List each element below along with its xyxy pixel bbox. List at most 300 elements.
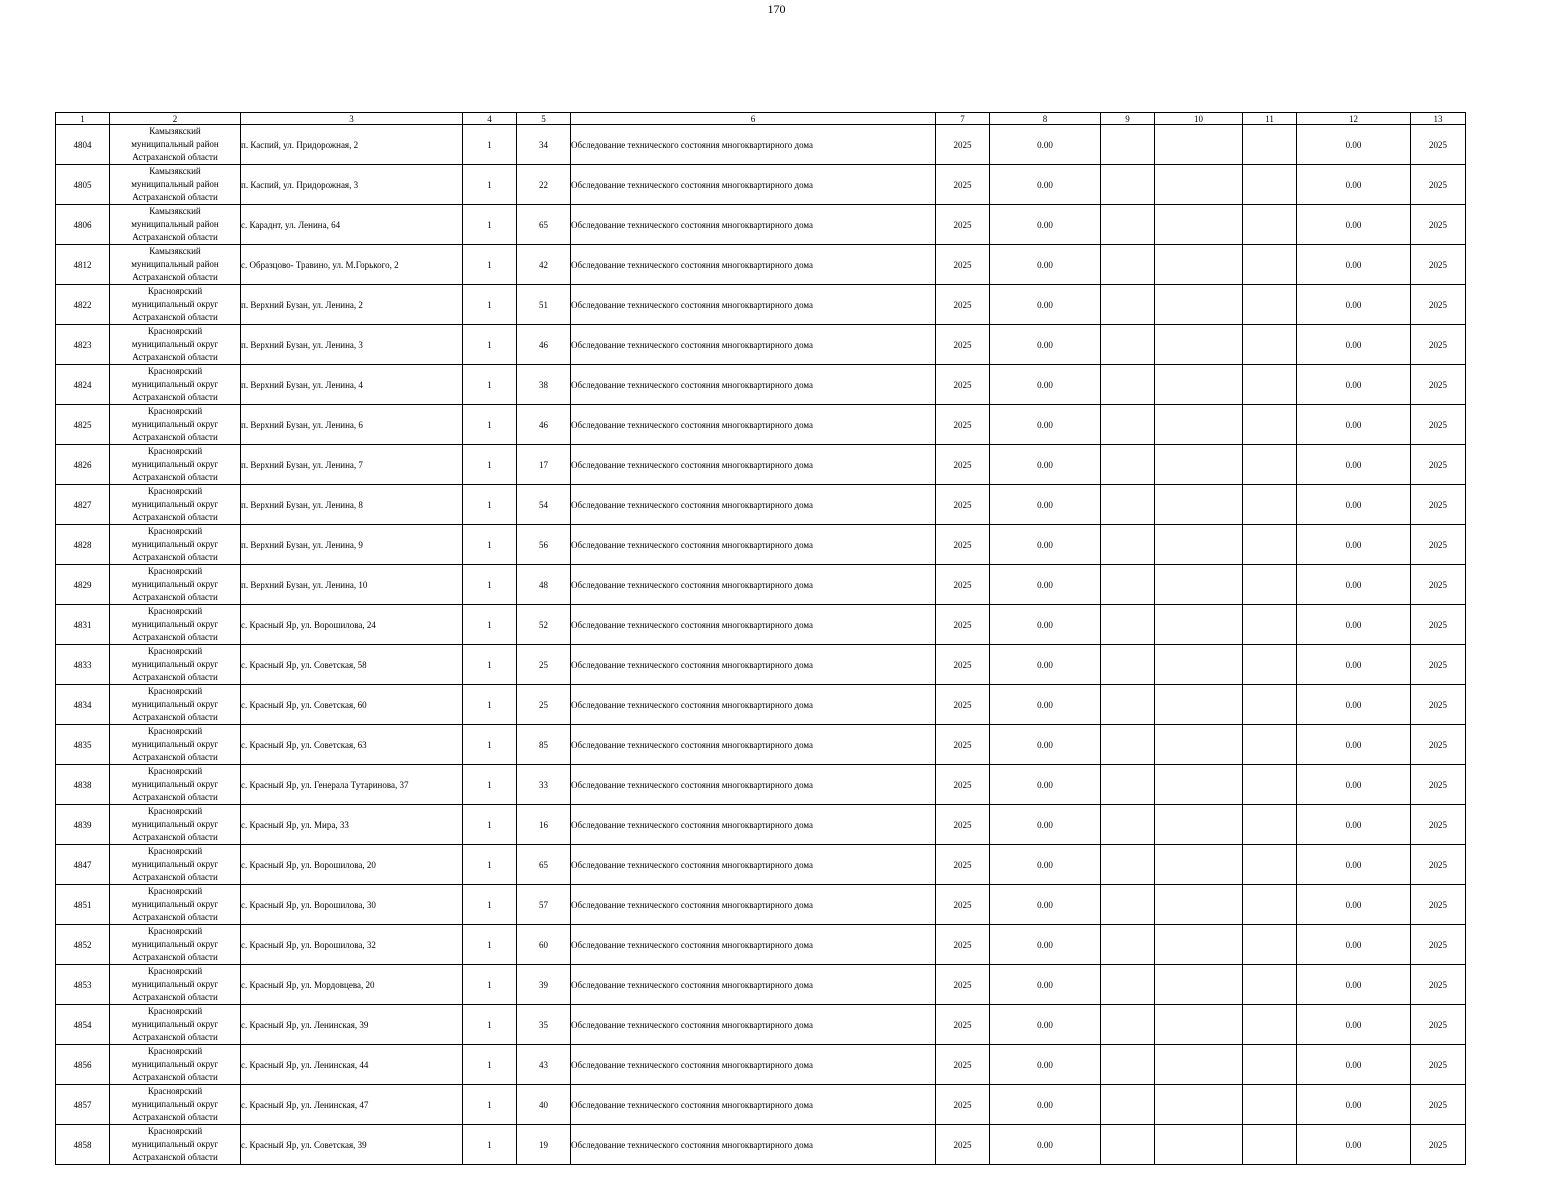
col11-cell — [1243, 1045, 1297, 1085]
col13-cell: 2025 — [1411, 805, 1466, 845]
address-cell: с. Красный Яр, ул. Ленинская, 44 — [241, 1045, 463, 1085]
col4-cell: 1 — [463, 365, 517, 405]
district-line: Красноярский — [147, 1006, 203, 1016]
district-line: Астраханской области — [132, 872, 218, 882]
col11-cell — [1243, 1125, 1297, 1165]
col9-cell — [1101, 685, 1155, 725]
col7-cell: 2025 — [936, 885, 990, 925]
col7-cell: 2025 — [936, 405, 990, 445]
col13-cell: 2025 — [1411, 1125, 1466, 1165]
district-line: Астраханской области — [132, 392, 218, 402]
col9-cell — [1101, 565, 1155, 605]
table-row — [56, 485, 1466, 525]
col12-cell: 0.00 — [1297, 925, 1411, 965]
row-id-cell: 4804 — [56, 125, 110, 165]
district-line: Астраханской области — [132, 152, 218, 162]
col10-cell — [1155, 765, 1243, 805]
row-id-cell: 4805 — [56, 165, 110, 205]
col7-cell: 2025 — [936, 565, 990, 605]
work-type-cell: Обследование технического состояния многоквартирного дома — [571, 245, 936, 285]
column-header: 7 — [936, 113, 990, 125]
col10-cell — [1155, 405, 1243, 445]
district-line: муниципальный округ — [131, 539, 219, 549]
address-cell: п. Верхний Бузан, ул. Ленина, 10 — [241, 565, 463, 605]
address-cell: с. Красный Яр, ул. Ворошилова, 20 — [241, 845, 463, 885]
column-header: 6 — [571, 113, 936, 125]
col10-cell — [1155, 925, 1243, 965]
col4-cell: 1 — [463, 765, 517, 805]
address-cell: п. Верхний Бузан, ул. Ленина, 2 — [241, 285, 463, 325]
district-cell — [110, 845, 241, 885]
district-line: муниципальный округ — [131, 1019, 219, 1029]
col7-cell: 2025 — [936, 1045, 990, 1085]
col10-cell — [1155, 525, 1243, 565]
col11-cell — [1243, 1005, 1297, 1045]
col8-cell: 0.00 — [990, 525, 1101, 565]
district-line: муниципальный округ — [131, 499, 219, 509]
table-row — [56, 1005, 1466, 1045]
col12-cell: 0.00 — [1297, 965, 1411, 1005]
col12-cell: 0.00 — [1297, 205, 1411, 245]
col8-cell: 0.00 — [990, 885, 1101, 925]
col8-cell: 0.00 — [990, 685, 1101, 725]
address-cell: п. Верхний Бузан, ул. Ленина, 4 — [241, 365, 463, 405]
col10-cell — [1155, 445, 1243, 485]
district-line: муниципальный округ — [131, 579, 219, 589]
district-cell — [110, 1085, 241, 1125]
column-header: 3 — [241, 113, 463, 125]
district-cell — [110, 605, 241, 645]
address-cell: с. Красный Яр, ул. Ворошилова, 32 — [241, 925, 463, 965]
col11-cell — [1243, 565, 1297, 605]
district-line: муниципальный округ — [131, 419, 219, 429]
col4-cell: 1 — [463, 685, 517, 725]
col5-cell: 60 — [517, 925, 571, 965]
address-cell: с. Красный Яр, ул. Ленинская, 47 — [241, 1085, 463, 1125]
district-line: Красноярский — [147, 286, 203, 296]
col9-cell — [1101, 405, 1155, 445]
district-line: Астраханской области — [132, 552, 218, 562]
col10-cell — [1155, 325, 1243, 365]
district-line: Астраханской области — [132, 472, 218, 482]
district-line: Астраханской области — [132, 1152, 218, 1162]
address-cell: п. Верхний Бузан, ул. Ленина, 7 — [241, 445, 463, 485]
col13-cell: 2025 — [1411, 725, 1466, 765]
district-line: муниципальный округ — [131, 619, 219, 629]
col9-cell — [1101, 765, 1155, 805]
row-id-cell: 4851 — [56, 885, 110, 925]
district-line: Красноярский — [147, 966, 203, 976]
col11-cell — [1243, 765, 1297, 805]
col9-cell — [1101, 805, 1155, 845]
table-row — [56, 125, 1466, 165]
district-cell — [110, 925, 241, 965]
work-type-cell: Обследование технического состояния многоквартирного дома — [571, 445, 936, 485]
address-cell: с. Красный Яр, ул. Генерала Тутаринова, 37 — [241, 765, 463, 805]
district-cell — [110, 405, 241, 445]
work-type-cell: Обследование технического состояния многоквартирного дома — [571, 645, 936, 685]
district-line: муниципальный округ — [131, 659, 219, 669]
col4-cell: 1 — [463, 165, 517, 205]
row-id-cell: 4827 — [56, 485, 110, 525]
col7-cell: 2025 — [936, 325, 990, 365]
col7-cell: 2025 — [936, 205, 990, 245]
table-row — [56, 565, 1466, 605]
col10-cell — [1155, 885, 1243, 925]
district-line: муниципальный округ — [131, 779, 219, 789]
work-type-cell: Обследование технического состояния многоквартирного дома — [571, 605, 936, 645]
col10-cell — [1155, 485, 1243, 525]
col4-cell: 1 — [463, 725, 517, 765]
col7-cell: 2025 — [936, 965, 990, 1005]
column-header: 1 — [56, 113, 110, 125]
col5-cell: 48 — [517, 565, 571, 605]
col11-cell — [1243, 805, 1297, 845]
col10-cell — [1155, 205, 1243, 245]
page-number: 170 — [767, 2, 786, 16]
col9-cell — [1101, 445, 1155, 485]
district-line: муниципальный округ — [131, 899, 219, 909]
district-line: Астраханской области — [132, 512, 218, 522]
col5-cell: 40 — [517, 1085, 571, 1125]
district-line: Астраханской области — [132, 272, 218, 282]
district-line: Красноярский — [147, 566, 203, 576]
col13-cell: 2025 — [1411, 845, 1466, 885]
work-type-cell: Обследование технического состояния многоквартирного дома — [571, 725, 936, 765]
work-type-cell: Обследование технического состояния многоквартирного дома — [571, 325, 936, 365]
col11-cell — [1243, 525, 1297, 565]
work-type-cell: Обследование технического состояния многоквартирного дома — [571, 485, 936, 525]
district-cell — [110, 805, 241, 845]
district-cell — [110, 765, 241, 805]
col9-cell — [1101, 845, 1155, 885]
col12-cell: 0.00 — [1297, 605, 1411, 645]
col4-cell: 1 — [463, 125, 517, 165]
district-cell — [110, 1125, 241, 1165]
district-cell — [110, 685, 241, 725]
district-cell — [110, 485, 241, 525]
col11-cell — [1243, 485, 1297, 525]
col5-cell: 56 — [517, 525, 571, 565]
works-table — [55, 112, 1466, 1165]
table-row — [56, 325, 1466, 365]
col7-cell: 2025 — [936, 285, 990, 325]
col4-cell: 1 — [463, 325, 517, 365]
district-line: Красноярский — [147, 846, 203, 856]
col13-cell: 2025 — [1411, 1045, 1466, 1085]
address-cell: п. Верхний Бузан, ул. Ленина, 8 — [241, 485, 463, 525]
col9-cell — [1101, 1005, 1155, 1045]
col11-cell — [1243, 885, 1297, 925]
row-id-cell: 4826 — [56, 445, 110, 485]
district-line: муниципальный округ — [131, 1099, 219, 1109]
col4-cell: 1 — [463, 845, 517, 885]
col5-cell: 57 — [517, 885, 571, 925]
district-line: муниципальный округ — [131, 939, 219, 949]
col5-cell: 17 — [517, 445, 571, 485]
col11-cell — [1243, 285, 1297, 325]
col13-cell: 2025 — [1411, 565, 1466, 605]
district-line: Красноярский — [147, 726, 203, 736]
row-id-cell: 4834 — [56, 685, 110, 725]
col12-cell: 0.00 — [1297, 845, 1411, 885]
district-line: Камызякский — [149, 206, 201, 216]
col13-cell: 2025 — [1411, 325, 1466, 365]
district-line: Астраханской области — [132, 432, 218, 442]
col9-cell — [1101, 125, 1155, 165]
col9-cell — [1101, 365, 1155, 405]
col5-cell: 65 — [517, 845, 571, 885]
col7-cell: 2025 — [936, 485, 990, 525]
district-line: муниципальный округ — [131, 979, 219, 989]
table-row — [56, 765, 1466, 805]
col9-cell — [1101, 165, 1155, 205]
work-type-cell: Обследование технического состояния многоквартирного дома — [571, 205, 936, 245]
district-line: Камызякский — [149, 126, 201, 136]
district-line: Астраханской области — [132, 1072, 218, 1082]
col13-cell: 2025 — [1411, 485, 1466, 525]
col5-cell: 39 — [517, 965, 571, 1005]
col9-cell — [1101, 485, 1155, 525]
district-cell — [110, 365, 241, 405]
row-id-cell: 4853 — [56, 965, 110, 1005]
district-line: Астраханской области — [132, 632, 218, 642]
col7-cell: 2025 — [936, 645, 990, 685]
col9-cell — [1101, 245, 1155, 285]
col12-cell: 0.00 — [1297, 725, 1411, 765]
district-line: муниципальный округ — [131, 299, 219, 309]
district-line: Красноярский — [147, 926, 203, 936]
district-cell — [110, 325, 241, 365]
district-line: муниципальный округ — [131, 339, 219, 349]
col13-cell: 2025 — [1411, 965, 1466, 1005]
col10-cell — [1155, 125, 1243, 165]
col10-cell — [1155, 285, 1243, 325]
col4-cell: 1 — [463, 1085, 517, 1125]
table-row — [56, 525, 1466, 565]
col13-cell: 2025 — [1411, 605, 1466, 645]
table-row — [56, 165, 1466, 205]
col13-cell: 2025 — [1411, 445, 1466, 485]
col4-cell: 1 — [463, 245, 517, 285]
col5-cell: 46 — [517, 325, 571, 365]
col7-cell: 2025 — [936, 525, 990, 565]
district-cell — [110, 445, 241, 485]
col11-cell — [1243, 725, 1297, 765]
column-number-header — [56, 113, 1466, 125]
district-cell — [110, 245, 241, 285]
district-line: Астраханской области — [132, 1032, 218, 1042]
col10-cell — [1155, 965, 1243, 1005]
work-type-cell: Обследование технического состояния многоквартирного дома — [571, 765, 936, 805]
table-row — [56, 1045, 1466, 1085]
table-row — [56, 1085, 1466, 1125]
row-id-cell: 4852 — [56, 925, 110, 965]
table-row — [56, 885, 1466, 925]
col7-cell: 2025 — [936, 445, 990, 485]
district-line: Красноярский — [147, 406, 203, 416]
col4-cell: 1 — [463, 205, 517, 245]
col9-cell — [1101, 1045, 1155, 1085]
district-line: Камызякский — [149, 246, 201, 256]
district-line: Астраханской области — [132, 312, 218, 322]
col9-cell — [1101, 965, 1155, 1005]
col8-cell: 0.00 — [990, 645, 1101, 685]
district-cell — [110, 1045, 241, 1085]
col10-cell — [1155, 245, 1243, 285]
col9-cell — [1101, 525, 1155, 565]
address-cell: с. Красный Яр, ул. Мира, 33 — [241, 805, 463, 845]
col4-cell: 1 — [463, 525, 517, 565]
table-row — [56, 685, 1466, 725]
col13-cell: 2025 — [1411, 685, 1466, 725]
col4-cell: 1 — [463, 885, 517, 925]
col8-cell: 0.00 — [990, 1125, 1101, 1165]
work-type-cell: Обследование технического состояния многоквартирного дома — [571, 405, 936, 445]
district-line: муниципальный округ — [131, 739, 219, 749]
column-header: 4 — [463, 113, 517, 125]
col4-cell: 1 — [463, 645, 517, 685]
col4-cell: 1 — [463, 445, 517, 485]
col13-cell: 2025 — [1411, 125, 1466, 165]
col12-cell: 0.00 — [1297, 485, 1411, 525]
col12-cell: 0.00 — [1297, 1045, 1411, 1085]
row-id-cell: 4812 — [56, 245, 110, 285]
col10-cell — [1155, 685, 1243, 725]
district-line: муниципальный округ — [131, 819, 219, 829]
col12-cell: 0.00 — [1297, 165, 1411, 205]
col10-cell — [1155, 645, 1243, 685]
district-line: Астраханской области — [132, 192, 218, 202]
district-line: Астраханской области — [132, 752, 218, 762]
col12-cell: 0.00 — [1297, 1085, 1411, 1125]
col8-cell: 0.00 — [990, 445, 1101, 485]
work-type-cell: Обследование технического состояния многоквартирного дома — [571, 165, 936, 205]
work-type-cell: Обследование технического состояния многоквартирного дома — [571, 1005, 936, 1045]
col13-cell: 2025 — [1411, 925, 1466, 965]
col7-cell: 2025 — [936, 1125, 990, 1165]
col8-cell: 0.00 — [990, 165, 1101, 205]
work-type-cell: Обследование технического состояния многоквартирного дома — [571, 565, 936, 605]
row-id-cell: 4831 — [56, 605, 110, 645]
district-line: Красноярский — [147, 526, 203, 536]
work-type-cell: Обследование технического состояния многоквартирного дома — [571, 845, 936, 885]
district-line: муниципальный район — [131, 139, 219, 149]
address-cell: с. Красный Яр, ул. Ворошилова, 30 — [241, 885, 463, 925]
col11-cell — [1243, 685, 1297, 725]
col8-cell: 0.00 — [990, 765, 1101, 805]
district-line: Красноярский — [147, 1126, 203, 1136]
table-row — [56, 445, 1466, 485]
col11-cell — [1243, 205, 1297, 245]
district-line: Красноярский — [147, 326, 203, 336]
col5-cell: 19 — [517, 1125, 571, 1165]
district-line: муниципальный район — [131, 179, 219, 189]
district-line: Красноярский — [147, 486, 203, 496]
col7-cell: 2025 — [936, 125, 990, 165]
col10-cell — [1155, 1125, 1243, 1165]
district-line: Красноярский — [147, 1086, 203, 1096]
district-line: Астраханской области — [132, 1112, 218, 1122]
col9-cell — [1101, 285, 1155, 325]
district-line: Красноярский — [147, 686, 203, 696]
district-line: Астраханской области — [132, 832, 218, 842]
row-id-cell: 4858 — [56, 1125, 110, 1165]
row-id-cell: 4824 — [56, 365, 110, 405]
district-cell — [110, 285, 241, 325]
district-line: муниципальный округ — [131, 379, 219, 389]
row-id-cell: 4854 — [56, 1005, 110, 1045]
col11-cell — [1243, 605, 1297, 645]
col7-cell: 2025 — [936, 605, 990, 645]
col9-cell — [1101, 725, 1155, 765]
row-id-cell: 4806 — [56, 205, 110, 245]
column-header: 8 — [990, 113, 1101, 125]
district-cell — [110, 525, 241, 565]
col4-cell: 1 — [463, 965, 517, 1005]
col10-cell — [1155, 805, 1243, 845]
district-cell — [110, 205, 241, 245]
row-id-cell: 4856 — [56, 1045, 110, 1085]
col10-cell — [1155, 165, 1243, 205]
col9-cell — [1101, 645, 1155, 685]
col9-cell — [1101, 325, 1155, 365]
col13-cell: 2025 — [1411, 405, 1466, 445]
district-line: Астраханской области — [132, 352, 218, 362]
address-cell: с. Караднт, ул. Ленина, 64 — [241, 205, 463, 245]
work-type-cell: Обследование технического состояния многоквартирного дома — [571, 285, 936, 325]
table-row — [56, 205, 1466, 245]
district-line: Астраханской области — [132, 232, 218, 242]
work-type-cell: Обследование технического состояния многоквартирного дома — [571, 805, 936, 845]
district-cell — [110, 565, 241, 605]
col5-cell: 16 — [517, 805, 571, 845]
work-type-cell: Обследование технического состояния многоквартирного дома — [571, 365, 936, 405]
address-cell: с. Красный Яр, ул. Ворошилова, 24 — [241, 605, 463, 645]
col7-cell: 2025 — [936, 245, 990, 285]
col13-cell: 2025 — [1411, 205, 1466, 245]
col4-cell: 1 — [463, 925, 517, 965]
col11-cell — [1243, 405, 1297, 445]
col5-cell: 54 — [517, 485, 571, 525]
table-row — [56, 645, 1466, 685]
address-cell: с. Красный Яр, ул. Ленинская, 39 — [241, 1005, 463, 1045]
work-type-cell: Обследование технического состояния многоквартирного дома — [571, 925, 936, 965]
col8-cell: 0.00 — [990, 485, 1101, 525]
col4-cell: 1 — [463, 405, 517, 445]
district-line: Камызякский — [149, 166, 201, 176]
col8-cell: 0.00 — [990, 365, 1101, 405]
table-row — [56, 965, 1466, 1005]
work-type-cell: Обследование технического состояния многоквартирного дома — [571, 965, 936, 1005]
col5-cell: 46 — [517, 405, 571, 445]
col12-cell: 0.00 — [1297, 365, 1411, 405]
col9-cell — [1101, 885, 1155, 925]
address-cell: п. Верхний Бузан, ул. Ленина, 6 — [241, 405, 463, 445]
col5-cell: 42 — [517, 245, 571, 285]
row-id-cell: 4822 — [56, 285, 110, 325]
col11-cell — [1243, 645, 1297, 685]
col12-cell: 0.00 — [1297, 245, 1411, 285]
address-cell: с. Красный Яр, ул. Советская, 60 — [241, 685, 463, 725]
col9-cell — [1101, 205, 1155, 245]
work-type-cell: Обследование технического состояния многоквартирного дома — [571, 885, 936, 925]
col12-cell: 0.00 — [1297, 285, 1411, 325]
district-cell — [110, 165, 241, 205]
col5-cell: 43 — [517, 1045, 571, 1085]
table-row — [56, 285, 1466, 325]
col8-cell: 0.00 — [990, 925, 1101, 965]
